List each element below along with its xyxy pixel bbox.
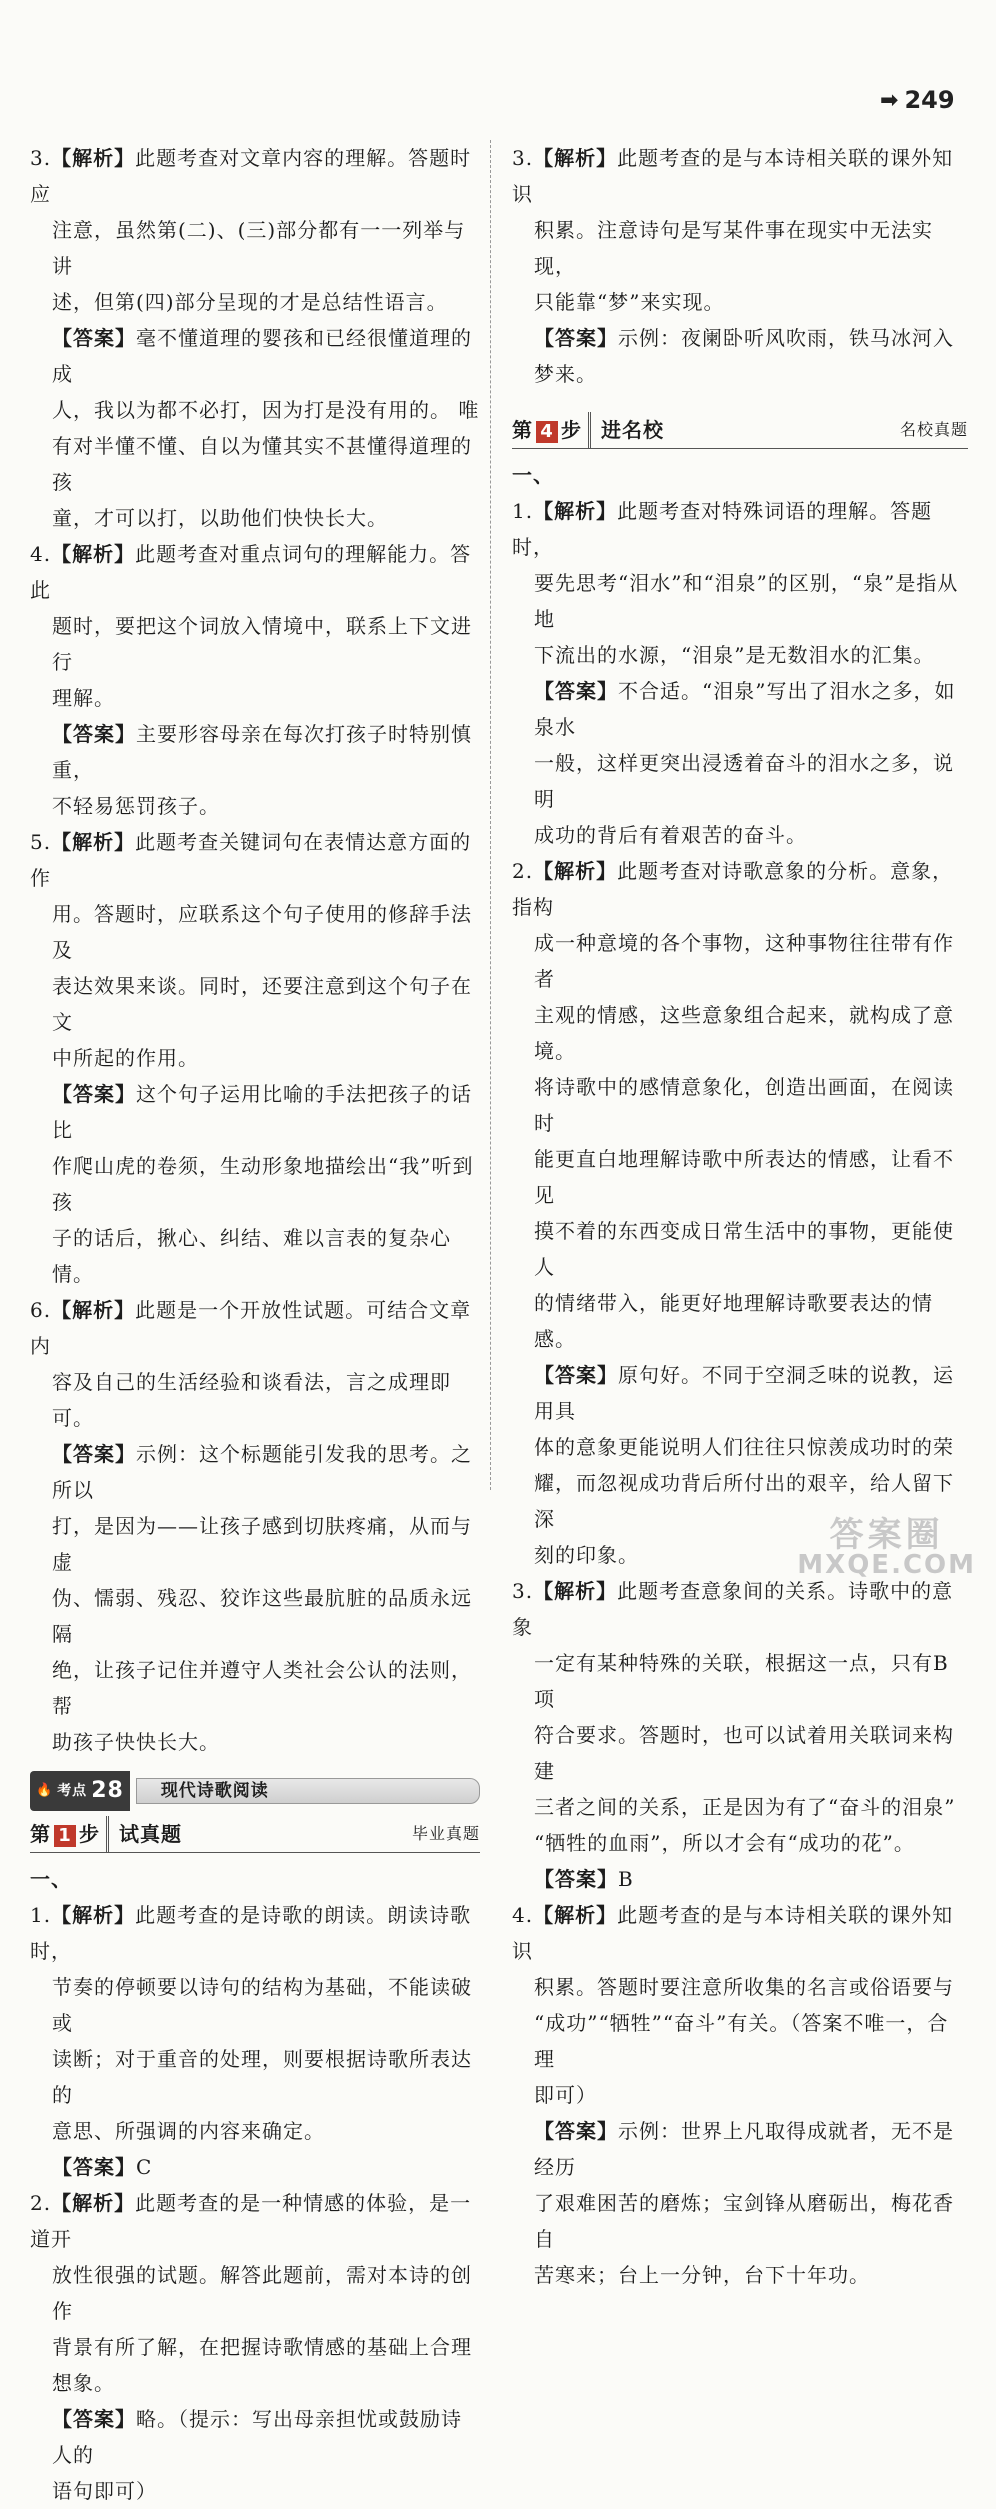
analysis-tag: 【解析】 (51, 1903, 136, 1927)
answer-line (512, 1429, 968, 1465)
analysis-text: 三者之间的关系，正是因为有了“奋斗的泪泉” (534, 1795, 956, 1819)
answer-text: 伪、懦弱、残忍、狡诈这些最肮脏的品质永远隔 (52, 1586, 472, 1646)
answer-tag: 【答案】 (52, 722, 136, 746)
answer-text: 童，才可以打，以助他们快快长大。 (52, 506, 388, 530)
item-number: 1. (30, 1903, 52, 1927)
right-bottom-items (512, 493, 968, 2293)
analysis-text: 用。答题时，应联系这个句子使用的修辞手法及 (52, 902, 472, 962)
answer-line (512, 320, 968, 392)
right-top-items (512, 140, 968, 392)
analysis-line (512, 2005, 968, 2077)
answer-line (30, 1508, 480, 1580)
analysis-line (30, 2257, 480, 2329)
answer-item (512, 1897, 968, 2293)
answer-text: 体的意象更能说明人们往往只惊羡成功时的荣 (534, 1435, 954, 1459)
answer-line (30, 1724, 480, 1760)
analysis-text: 的情绪带入，能更好地理解诗歌要表达的情感。 (534, 1291, 933, 1351)
section-title: 现代诗歌阅读 (136, 1778, 480, 1804)
analysis-text: 此题考查对文章内容的理解。答题时应 (30, 146, 472, 206)
answer-text: 毫不懂道理的婴孩和已经很懂道理的成 (52, 326, 472, 386)
answer-text: 有对半懂不懂、自以为懂其实不甚懂得道理的孩 (52, 434, 472, 494)
analysis-line (512, 1897, 968, 1969)
analysis-tag: 【解析】 (51, 1298, 136, 1322)
answer-text: 示例：夜阑卧听风吹雨，铁马冰河入梦来。 (534, 326, 954, 386)
item-number: 4. (30, 542, 52, 566)
step-post: 步 (561, 418, 582, 442)
answer-text: 助孩子快快长大。 (52, 1730, 220, 1754)
item-number: 3. (512, 146, 534, 170)
item-number: 3. (30, 146, 52, 170)
analysis-text: 符合要求。答题时，也可以试着用关联词来构建 (534, 1723, 954, 1783)
answer-tag: 【答案】 (534, 2119, 618, 2143)
step-number: 1 (54, 1825, 76, 1847)
answer-text: 作爬山虎的卷须，生动形象地描绘出“我”听到孩 (52, 1154, 474, 1214)
answer-tag: 【答案】 (52, 1442, 136, 1466)
answer-tag: 【答案】 (52, 326, 136, 350)
answer-line (512, 817, 968, 853)
analysis-line (30, 536, 480, 608)
answer-text: 不轻易惩罚孩子。 (52, 794, 220, 818)
answer-text: 成功的背后有着艰苦的奋斗。 (534, 823, 807, 847)
analysis-line (512, 1141, 968, 1213)
analysis-line (30, 968, 480, 1040)
analysis-line (30, 284, 480, 320)
analysis-text: 将诗歌中的感情意象化，创造出画面，在阅读时 (534, 1075, 954, 1135)
analysis-line (512, 997, 968, 1069)
analysis-text: 意思、所强调的内容来确定。 (52, 2119, 325, 2143)
answer-tag: 【答案】 (52, 2407, 136, 2431)
answer-text: 一般，这样更突出浸透着奋斗的泪水之多，说明 (534, 751, 954, 811)
answer-line (512, 745, 968, 817)
step-name: 试真题 (119, 1822, 182, 1846)
answer-item (30, 1292, 480, 1760)
step-bar-4 (512, 414, 968, 449)
analysis-text: 此题考查的是与本诗相关联的课外知识 (512, 1903, 954, 1963)
analysis-line (512, 1825, 968, 1861)
answer-line (30, 1652, 480, 1724)
analysis-text: “牺牲的血雨”，所以才会有“成功的花”。 (534, 1831, 915, 1855)
answer-text: 绝，让孩子记住并遵守人类社会公认的法则，帮 (52, 1658, 472, 1718)
analysis-text: 此题考查的是一种情感的体验，是一道开 (30, 2191, 472, 2251)
analysis-tag: 【解析】 (533, 499, 618, 523)
item-number: 2. (512, 859, 534, 883)
arrow-right-icon: ➡ (880, 87, 899, 113)
analysis-line (512, 637, 968, 673)
answer-line (30, 320, 480, 392)
analysis-text: 此题考查意象间的关系。诗歌中的意象 (512, 1579, 954, 1639)
analysis-text: 主观的情感，这些意象组合起来，就构成了意境。 (534, 1003, 954, 1063)
left-bottom-items (30, 1897, 480, 2509)
answer-text: 耀，而忽视成功背后所付出的艰辛，给人留下深 (534, 1471, 954, 1531)
analysis-text: 此题考查的是诗歌的朗读。朗读诗歌时， (30, 1903, 472, 1963)
left-column (30, 140, 480, 2509)
answer-text: 打，是因为——让孩子感到切肤疼痛，从而与虚 (52, 1514, 472, 1574)
step-tail: 名校真题 (899, 420, 968, 439)
analysis-text: 此题考查对重点词句的理解能力。答此 (30, 542, 472, 602)
answer-tag: 【答案】 (534, 326, 618, 350)
answer-text: 示例：世界上凡取得成就者，无不是经历 (534, 2119, 954, 2179)
analysis-text: 背景有所了解，在把握诗歌情感的基础上合理 (52, 2335, 472, 2359)
analysis-text: 容及自己的生活经验和谈看法，言之成理即可。 (52, 1370, 451, 1430)
answer-line (30, 2473, 480, 2509)
answer-item (30, 536, 480, 824)
answer-item (512, 493, 968, 853)
answer-line (30, 1580, 480, 1652)
analysis-line (30, 2365, 480, 2401)
analysis-line (512, 1285, 968, 1357)
part-marker: 一、 (512, 463, 554, 487)
analysis-text: 能更直白地理解诗歌中所表达的情感，让看不见 (534, 1147, 954, 1207)
answer-text: 原句好。不同于空洞乏味的说教，运用具 (534, 1363, 954, 1423)
analysis-line (30, 1292, 480, 1364)
analysis-text: 即可） (534, 2083, 597, 2107)
step-tail: 毕业真题 (411, 1824, 480, 1843)
step-number: 4 (536, 421, 558, 443)
step-bar-1 (30, 1818, 480, 1853)
analysis-text: 表达效果来谈。同时，还要注意到这个句子在文 (52, 974, 472, 1034)
analysis-line (512, 1717, 968, 1789)
analysis-tag: 【解析】 (533, 1903, 618, 1927)
analysis-line (512, 1645, 968, 1717)
answer-tag: 【答案】 (534, 1363, 618, 1387)
analysis-line (30, 896, 480, 968)
answer-text: B (618, 1867, 634, 1891)
analysis-text: 摸不着的东西变成日常生活中的事物，更能使人 (534, 1219, 954, 1279)
answer-text: 略。（提示：写出母亲担忧或鼓励诗人的 (52, 2407, 462, 2467)
step-post: 步 (79, 1822, 100, 1846)
analysis-line (30, 1969, 480, 2041)
item-number: 2. (30, 2191, 52, 2215)
analysis-text: 此题考查对诗歌意象的分析。意象，指构 (512, 859, 954, 919)
analysis-line (512, 1069, 968, 1141)
analysis-text: 此题是一个开放性试题。可结合文章内 (30, 1298, 472, 1358)
analysis-text: 注意，虽然第(二)、(三)部分都有一一列举与讲 (52, 218, 466, 278)
answer-text: 主要形容母亲在每次打孩子时特别慎重， (52, 722, 472, 782)
analysis-line (30, 2113, 480, 2149)
analysis-line (512, 1969, 968, 2005)
answer-item (30, 1897, 480, 2185)
analysis-line (30, 140, 480, 212)
section-badge (30, 1771, 130, 1811)
section-badge-prefix: 考点 (57, 1783, 88, 1799)
analysis-text: 放性很强的试题。解答此题前，需对本诗的创作 (52, 2263, 472, 2323)
answer-text: 示例：这个标题能引发我的思考。之所以 (52, 1442, 472, 1502)
analysis-text: “成功”“牺牲”“奋斗”有关。（答案不唯一，合理 (534, 2011, 949, 2071)
analysis-text: 积累。答题时要注意所收集的名言或俗语要与 (534, 1975, 954, 1999)
step-label (512, 412, 591, 448)
analysis-text: 此题考查对特殊词语的理解。答题时， (512, 499, 933, 559)
analysis-line (30, 2185, 480, 2257)
left-top-items (30, 140, 480, 1760)
analysis-text: 述，但第(四)部分呈现的才是总结性语言。 (52, 290, 448, 314)
answer-line (30, 1076, 480, 1148)
analysis-tag: 【解析】 (51, 2191, 136, 2215)
analysis-text: 理解。 (52, 686, 115, 710)
analysis-text: 只能靠“梦”来实现。 (534, 290, 725, 314)
page-number-text: 249 (904, 86, 955, 114)
answer-text: 了艰难困苦的磨炼；宝剑锋从磨砺出，梅花香自 (534, 2191, 954, 2251)
step-pre: 第 (30, 1822, 51, 1846)
section-badge-number: 28 (91, 1778, 124, 1803)
analysis-line (30, 2329, 480, 2365)
analysis-tag: 【解析】 (51, 830, 136, 854)
analysis-tag: 【解析】 (51, 146, 136, 170)
answer-tag: 【答案】 (534, 679, 618, 703)
item-number: 3. (512, 1579, 534, 1603)
analysis-text: 下流出的水源，“泪泉”是无数泪水的汇集。 (534, 643, 935, 667)
answer-tag: 【答案】 (52, 2155, 136, 2179)
analysis-line (30, 1040, 480, 1076)
analysis-line (30, 680, 480, 716)
analysis-line (512, 212, 968, 284)
analysis-text: 题时，要把这个词放入情境中，联系上下文进行 (52, 614, 472, 674)
answer-text: 子的话后，揪心、纠结、难以言表的复杂心情。 (52, 1226, 451, 1286)
analysis-tag: 【解析】 (51, 542, 136, 566)
analysis-text: 成一种意境的各个事物，这种事物往往带有作者 (534, 931, 954, 991)
answer-item (30, 824, 480, 1292)
analysis-tag: 【解析】 (533, 1579, 618, 1603)
analysis-line (512, 1573, 968, 1645)
watermark (797, 1515, 976, 1580)
answer-item (30, 2185, 480, 2509)
answer-item (512, 140, 968, 392)
answer-text: 不合适。“泪泉”写出了泪水之多，如泉水 (534, 679, 956, 739)
watermark-line1: 答案圈 (829, 1515, 944, 1555)
step-name: 进名校 (601, 418, 664, 442)
analysis-line (512, 2077, 968, 2113)
section-header (30, 1774, 480, 1808)
analysis-tag: 【解析】 (533, 146, 618, 170)
answer-line (30, 1148, 480, 1220)
item-number: 5. (30, 830, 52, 854)
answer-item (512, 1573, 968, 1897)
part-marker: 一、 (30, 1867, 72, 1891)
page-number (880, 86, 955, 114)
analysis-line (512, 853, 968, 925)
answer-line (512, 1357, 968, 1429)
analysis-line (512, 1789, 968, 1825)
step-label (30, 1816, 109, 1852)
analysis-line (512, 493, 968, 565)
flame-icon: 🔥 (36, 1783, 54, 1798)
answer-text: 人，我以为都不必打，因为打是没有用的。 唯 (52, 398, 480, 422)
analysis-line (30, 1364, 480, 1436)
answer-text: 这个句子运用比喻的手法把孩子的话比 (52, 1082, 472, 1142)
item-number: 4. (512, 1903, 534, 1927)
column-divider (490, 140, 491, 1490)
answer-text: 刻的印象。 (534, 1543, 639, 1567)
analysis-text: 一定有某种特殊的关联，根据这一点，只有B项 (534, 1651, 949, 1711)
answer-line (512, 1861, 968, 1897)
analysis-line (30, 608, 480, 680)
analysis-line (30, 2041, 480, 2113)
answer-line (512, 673, 968, 745)
right-column (512, 140, 968, 2293)
answer-line (512, 2185, 968, 2257)
analysis-line (30, 824, 480, 896)
answer-line (512, 2257, 968, 2293)
analysis-text: 此题考查关键词句在表情达意方面的作 (30, 830, 472, 890)
analysis-text: 想象。 (52, 2371, 115, 2395)
analysis-line (30, 212, 480, 284)
answer-line (30, 788, 480, 824)
analysis-text: 中所起的作用。 (52, 1046, 199, 1070)
item-number: 1. (512, 499, 534, 523)
answer-item (30, 140, 480, 536)
watermark-line2: MXQE.COM (797, 1550, 976, 1580)
analysis-line (512, 1213, 968, 1285)
analysis-line (30, 1897, 480, 1969)
answer-line (512, 2113, 968, 2185)
answer-line (30, 428, 480, 500)
analysis-line (512, 140, 968, 212)
answer-line (30, 716, 480, 788)
answer-tag: 【答案】 (52, 1082, 136, 1106)
analysis-text: 节奏的停顿要以诗句的结构为基础，不能读破或 (52, 1975, 472, 2035)
answer-line (30, 2149, 480, 2185)
step-pre: 第 (512, 418, 533, 442)
answer-tag: 【答案】 (534, 1867, 618, 1891)
analysis-text: 读断；对于重音的处理，则要根据诗歌所表达的 (52, 2047, 472, 2107)
analysis-line (512, 284, 968, 320)
answer-text: 语句即可） (52, 2479, 157, 2503)
answer-line (30, 500, 480, 536)
answer-line (30, 1436, 480, 1508)
answer-line (30, 2401, 480, 2473)
analysis-tag: 【解析】 (533, 859, 618, 883)
analysis-line (512, 565, 968, 637)
analysis-line (512, 925, 968, 997)
answer-line (30, 392, 480, 428)
analysis-text: 积累。注意诗句是写某件事在现实中无法实现， (534, 218, 933, 278)
answer-text: C (136, 2155, 153, 2179)
answer-line (30, 1220, 480, 1292)
analysis-text: 此题考查的是与本诗相关联的课外知识 (512, 146, 954, 206)
analysis-text: 要先思考“泪水”和“泪泉”的区别，“泉”是指从地 (534, 571, 959, 631)
answer-text: 苦寒来；台上一分钟，台下十年功。 (534, 2263, 870, 2287)
item-number: 6. (30, 1298, 52, 1322)
answer-item (512, 853, 968, 1573)
